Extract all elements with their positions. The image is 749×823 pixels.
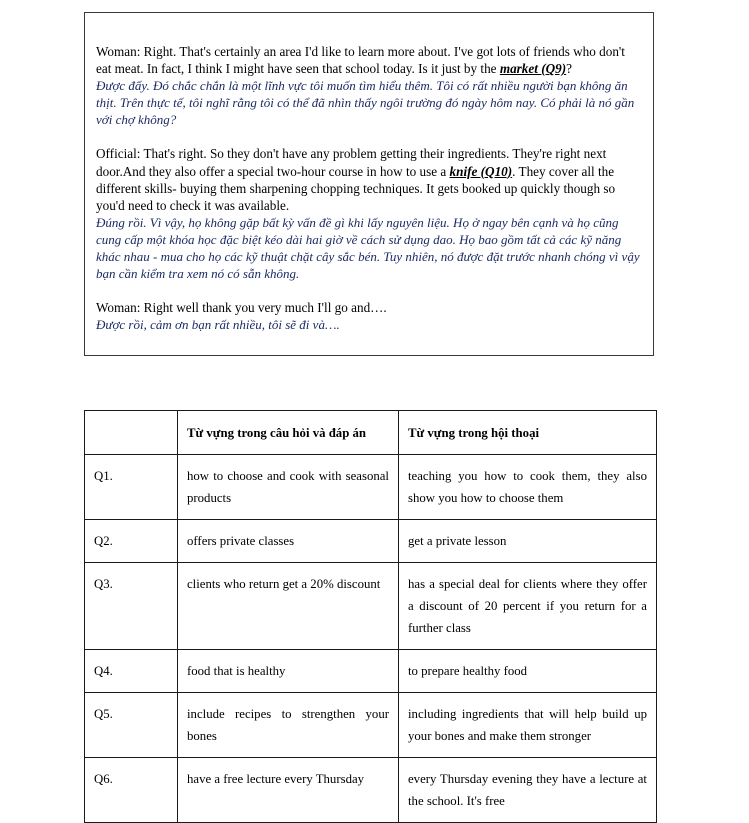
transcript-vietnamese-line: Được rồi, cảm ơn bạn rất nhiều, tôi sẽ đi và…. [96,317,340,333]
table-header [85,411,657,455]
table-cell-conversation-vocab: teaching you how to cook them, they also show you how to choose them [399,455,657,520]
table-row [85,693,657,758]
table-cell-question-number: Q1. [85,455,178,520]
transcript-vietnamese-line: Được đấy. Đó chắc chắn là một lĩnh vực tôi muốn tìm hiểu thêm. Tôi có rất nhiều người bạn không ăn thịt. Trên thực tế, tôi nghĩ rằng tôi có thể đã nhìn thấy ngôi trường đó ngày hôm nay. Có phải là nó gần với chợ không? [96,78,635,128]
table-cell-conversation-vocab: to prepare healthy food [399,650,657,693]
table-cell-conversation-vocab: every Thursday evening they have a lecture at the school. It's free [399,758,657,823]
table-header-cell-index [85,411,178,455]
table-cell-question-vocab: how to choose and cook with seasonal products [178,455,399,520]
table-cell-conversation-vocab: including ingredients that will help build up your bones and make them stronger [399,693,657,758]
table-cell-conversation-vocab: has a special deal for clients where they offer a discount of 20 percent if you return for a further class [399,563,657,650]
table-cell-question-vocab: food that is healthy [178,650,399,693]
table-cell-question-vocab: include recipes to strengthen your bones [178,693,399,758]
vocabulary-table [84,410,657,823]
transcript-english-before: Woman: Right. That's certainly an area I'd like to learn more about. I've got lots of friends who don't eat meat. In fact, I think I might have seen that school today. Is it just by the [96,44,625,77]
table-row [85,650,657,693]
table-header-cell-question: Từ vựng trong câu hỏi và đáp án [178,411,399,455]
table-cell-question-number: Q6. [85,758,178,823]
transcript-keyword-q9: market (Q9) [499,61,567,77]
table-row [85,520,657,563]
transcript-turn [96,145,642,282]
transcript-english-before: Official: That's right. So they don't have any problem getting their ingredients. They're right next door.And they also offer a special two-hour course in how to use a [96,146,607,179]
table-row [85,758,657,823]
table-body [85,455,657,823]
table-row [85,563,657,650]
transcript-english-line [96,43,642,77]
table-cell-conversation-vocab: get a private lesson [399,520,657,563]
table-cell-question-vocab: have a free lecture every Thursday [178,758,399,823]
table-cell-question-number: Q4. [85,650,178,693]
table-cell-question-number: Q3. [85,563,178,650]
transcript-box [84,12,654,356]
table-cell-question-number: Q5. [85,693,178,758]
transcript-english-after: . They cover all the different skills- buying them sharpening chopping techniques. It gets booked up quickly though so you'd need to check it was available. [96,163,616,214]
table-cell-question-vocab: offers private classes [178,520,399,563]
table-row [85,455,657,520]
transcript-turn [96,43,642,128]
table-header-cell-conversation: Từ vựng trong hội thoại [399,411,657,455]
transcript-english-line: Woman: Right well thank you very much I'll go and…. [96,300,387,316]
transcript-english-line [96,145,642,214]
transcript-vietnamese-line: Đúng rồi. Vì vậy, họ không gặp bất kỳ vấn đề gì khi lấy nguyên liệu. Họ ở ngay bên cạnh và họ cũng cung cấp một khóa học đặc biệt kéo dài hai giờ về cách sử dụng dao. Họ bao gồm tất cả các kỹ năng khác nhau - mua cho họ các kỹ thuật chặt cây sắc bén. Tuy nhiên, nó được đặt trước nhanh chóng vì vậy bạn cần kiểm tra xem nó có sẵn không. [96,215,640,282]
transcript-turn [96,299,642,333]
table-header-row [85,411,657,455]
transcript-english-after: ? [566,61,572,77]
transcript-keyword-q10: knife (Q10) [449,163,513,179]
table-cell-question-number: Q2. [85,520,178,563]
table-cell-question-vocab: clients who return get a 20% discount [178,563,399,650]
